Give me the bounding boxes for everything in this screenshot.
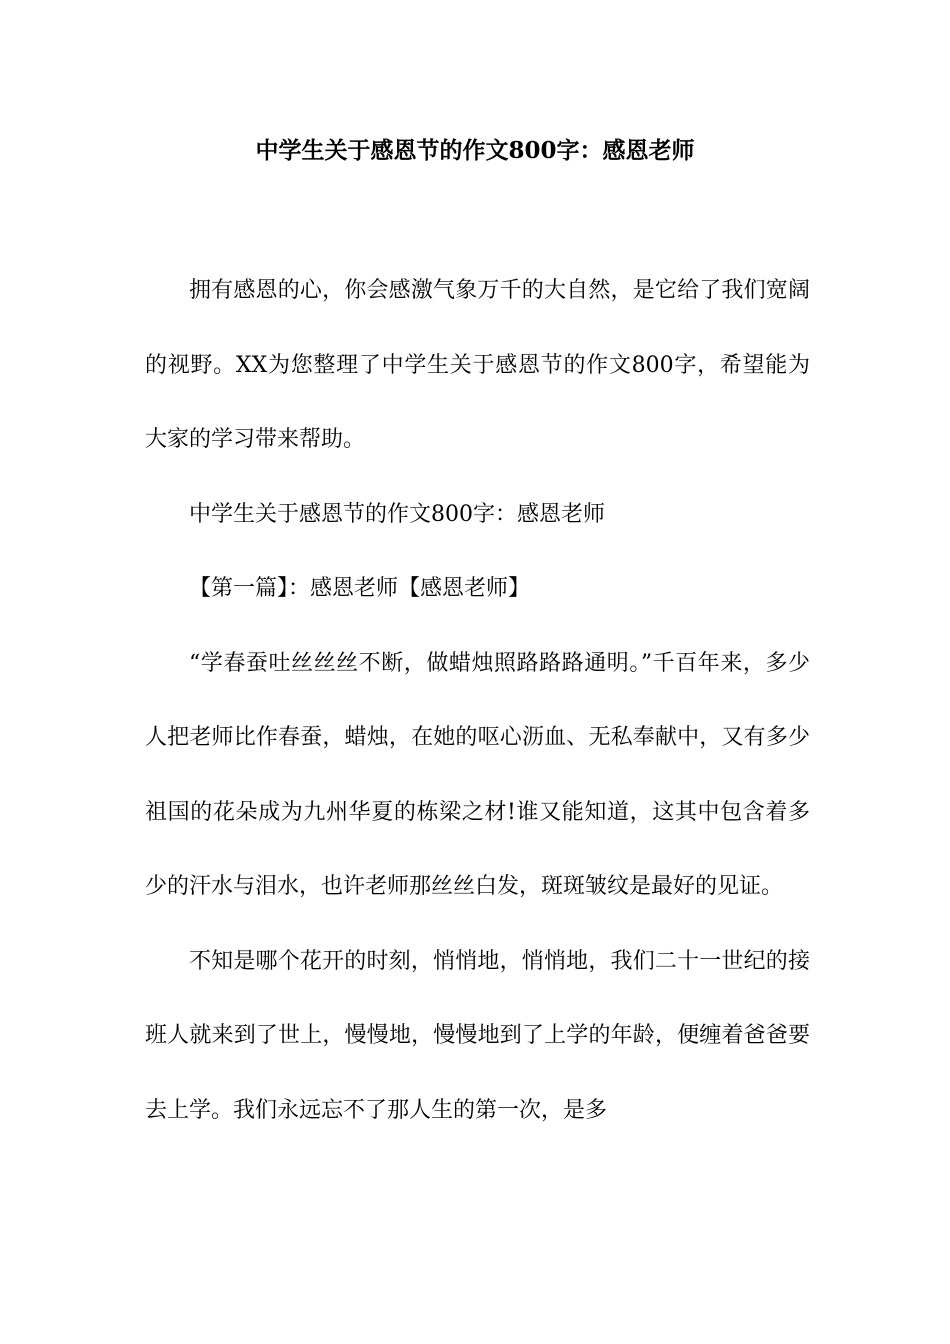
paragraph-intro: 拥有感恩的心，你会感激气象万千的大自然，是它给了我们宽阔的视野。XX为您整理了中学生关于感恩节的作文800字，希望能为大家的学习带来帮助。 bbox=[145, 278, 810, 452]
document-title: 中学生关于感恩节的作文800字：感恩老师 bbox=[255, 137, 695, 164]
paragraph-subtitle: 中学生关于感恩节的作文800字：感恩老师 bbox=[189, 501, 605, 527]
paragraph-section-heading: 【第一篇】：感恩老师【感恩老师】 bbox=[189, 576, 531, 601]
paragraph-body-1: “学春蚕吐丝丝丝不断，做蜡烛照路路路通明。”千百年来，多少人把老师比作春蚕，蜡烛，在她的呕心沥血、无私奉献中，又有多少祖国的花朵成为九州华夏的栋梁之材!谁又能知道，这其中包含着多少的汗水与泪水，也许老师那丝丝白发，斑斑皱纹是最好的见证。 bbox=[145, 650, 810, 899]
paragraph-body-2: 不知是哪个花开的时刻，悄悄地，悄悄地，我们二十一世纪的接班人就来到了世上，慢慢地，慢慢地到了上学的年龄，便缠着爸爸要去上学。我们永远忘不了那人生的第一次，是多 bbox=[145, 948, 810, 1123]
document-body bbox=[145, 254, 810, 1148]
